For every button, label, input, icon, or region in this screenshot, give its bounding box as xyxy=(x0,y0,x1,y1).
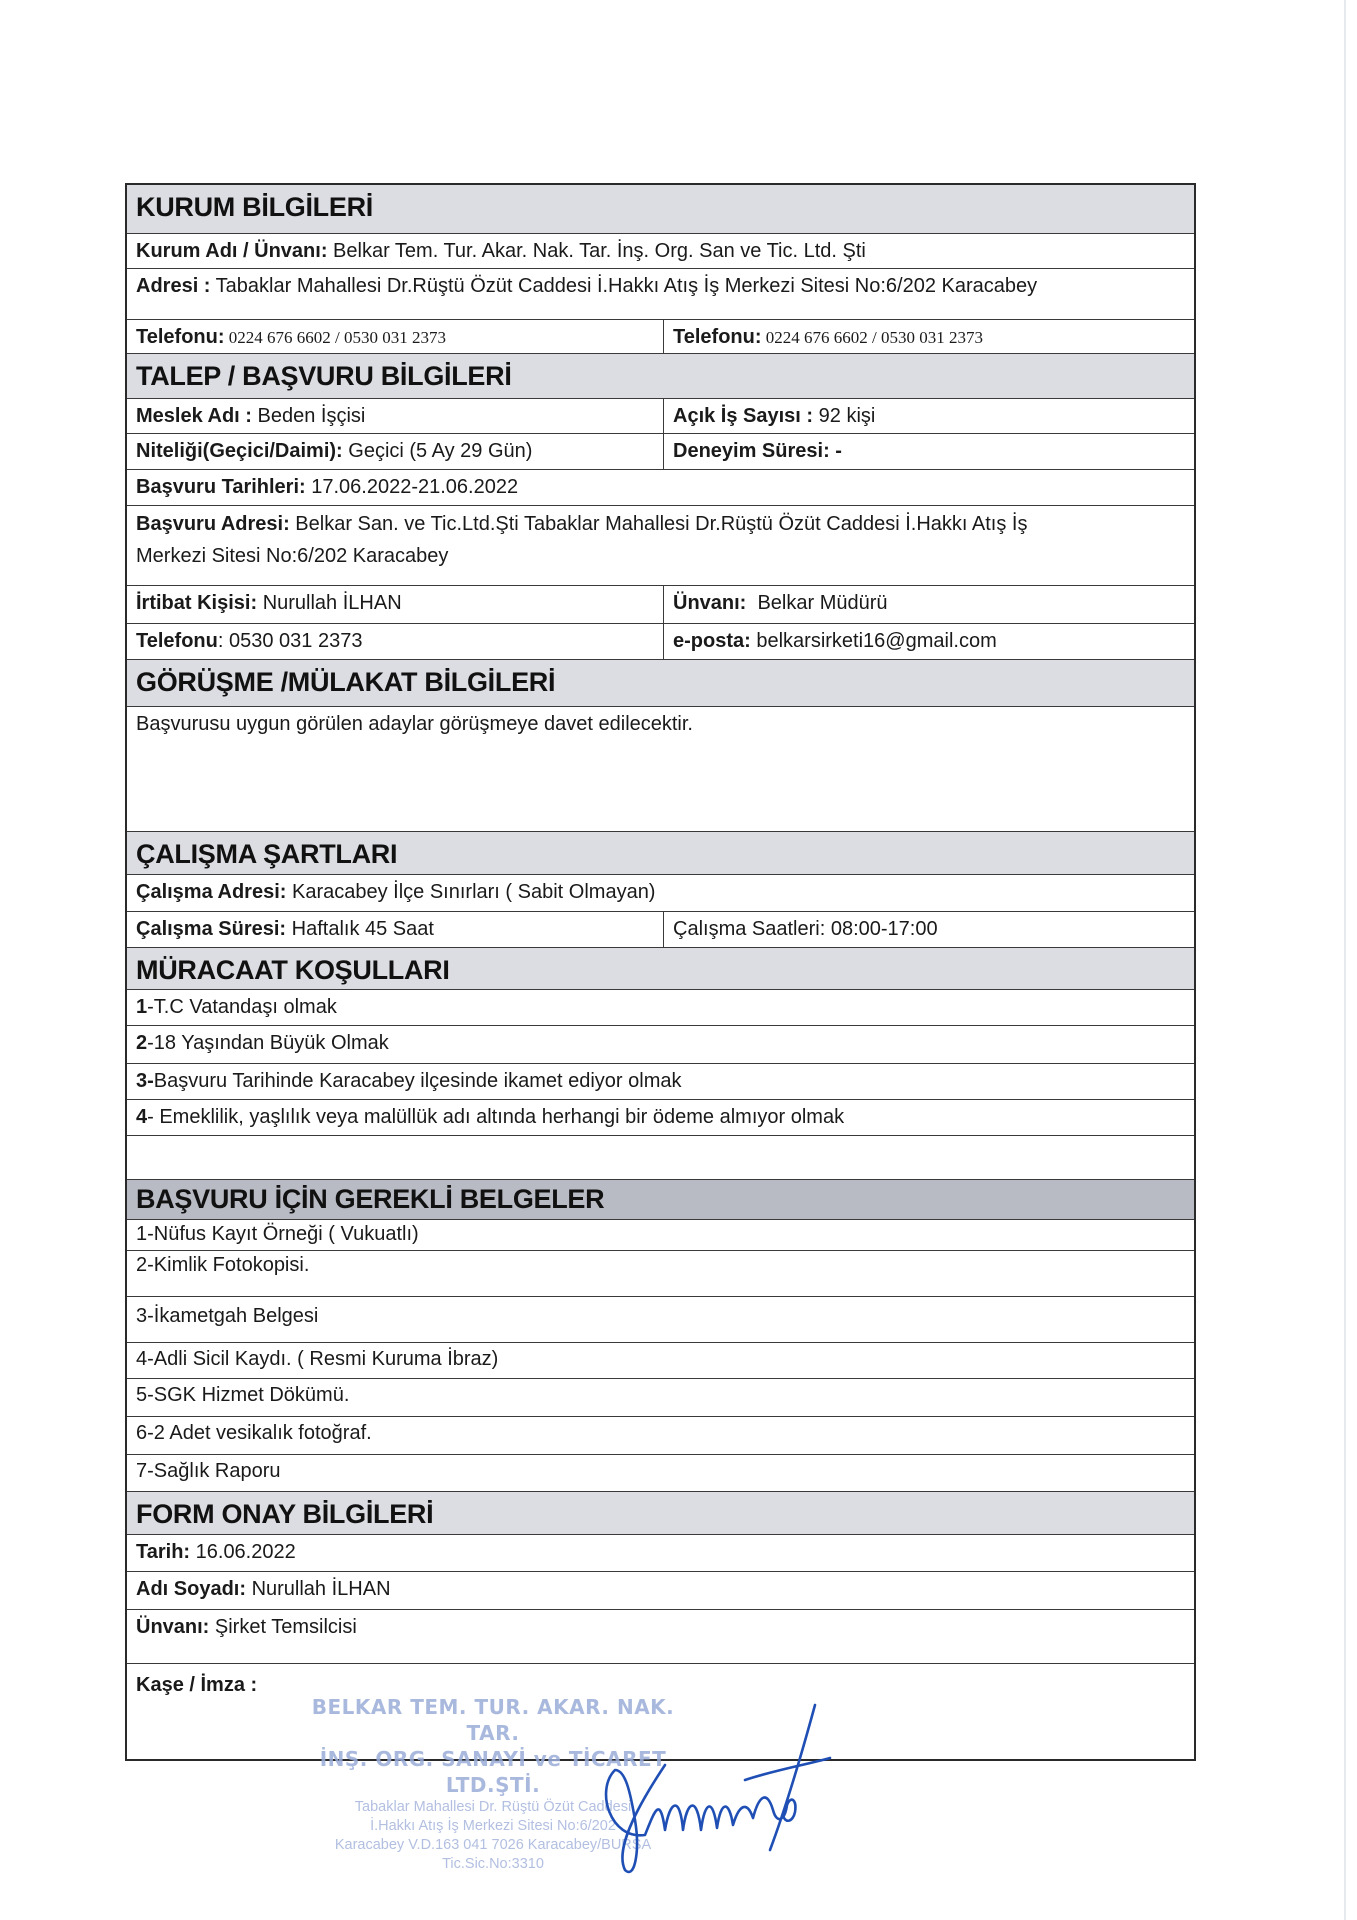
field-label: Tarih: xyxy=(136,1541,191,1563)
field-value: 0224 676 6602 / 0530 031 2373 xyxy=(761,328,983,347)
stamp-line: Tic.Sic.No:3310 xyxy=(442,1856,544,1872)
field-label: Telefonu: xyxy=(136,326,225,348)
section-title: BAŞVURU İÇİN GEREKLİ BELGELER xyxy=(136,1184,605,1214)
row-basvuru-adresi xyxy=(127,506,1194,586)
belge-text: 3-İkametgah Belgesi xyxy=(136,1305,319,1327)
signature-stroke xyxy=(606,1705,830,1872)
list-item-kosul xyxy=(127,1064,1194,1100)
field-label: Meslek Adı : xyxy=(136,405,252,427)
field-label: Başvuru Tarihleri: xyxy=(136,476,306,498)
calisma-saatleri: Çalışma Saatleri: 08:00-17:00 xyxy=(673,918,938,940)
row-meslek xyxy=(127,399,1194,434)
field-label: Kaşe / İmza : xyxy=(136,1674,258,1696)
section-header-onay xyxy=(127,1492,1194,1535)
section-title: GÖRÜŞME /MÜLAKAT BİLGİLERİ xyxy=(136,667,556,697)
belge-text: 5-SGK Hizmet Dökümü. xyxy=(136,1384,350,1406)
row-irtibat xyxy=(127,586,1194,624)
section-header-belgeler xyxy=(127,1180,1194,1220)
belge-text: 7-Sağlık Raporu xyxy=(136,1460,281,1482)
stamp-line: İNŞ. ORG. SANAYİ ve TİCARET LTD.ŞTİ. xyxy=(319,1747,667,1797)
field-label: İrtibat Kişisi: xyxy=(136,592,258,614)
list-item-belge xyxy=(127,1297,1194,1343)
row-kurum-adi xyxy=(127,234,1194,269)
row-telefon xyxy=(127,320,1194,354)
row-empty xyxy=(127,1136,1194,1180)
item-text: Başvuru Tarihinde Karacabey ilçesinde ikamet ediyor olmak xyxy=(153,1070,682,1092)
stamp-line: BELKAR TEM. TUR. AKAR. NAK. TAR. xyxy=(311,1695,675,1745)
field-value: 16.06.2022 xyxy=(190,1541,296,1563)
item-number: 4 xyxy=(136,1106,148,1128)
list-item-belge xyxy=(127,1417,1194,1455)
scan-page-edge xyxy=(1344,0,1346,1920)
list-item-belge xyxy=(127,1343,1194,1379)
field-value: Nurullah İLHAN xyxy=(257,592,402,614)
belge-text: 1-Nüfus Kayıt Örneği ( Vukuatlı) xyxy=(136,1223,419,1245)
field-value: : 0530 031 2373 xyxy=(217,630,363,652)
field-value: 17.06.2022-21.06.2022 xyxy=(305,476,519,498)
row-unvan xyxy=(127,1610,1194,1664)
row-calisma-suresi xyxy=(127,912,1194,948)
field-label: Çalışma Adresi: xyxy=(136,881,287,903)
section-title: TALEP / BAŞVURU BİLGİLERİ xyxy=(136,361,512,391)
row-gorusme-text xyxy=(127,707,1194,832)
list-item-kosul xyxy=(127,1026,1194,1064)
section-title: KURUM BİLGİLERİ xyxy=(136,192,373,222)
row-iletisim xyxy=(127,624,1194,660)
field-label: Telefonu: xyxy=(673,326,762,348)
field-label: Telefonu xyxy=(136,630,218,652)
field-label: Kurum Adı / Ünvanı: xyxy=(136,240,328,262)
stamp-line: İ.Hakkı Atış İş Merkezi Sitesi No:6/202 xyxy=(370,1818,616,1834)
section-title: ÇALIŞMA ŞARTLARI xyxy=(136,839,398,869)
field-value: Belkar San. ve Tic.Ltd.Şti Tabaklar Mahallesi Dr.Rüştü Özüt Caddesi İ.Hakkı Atış İş Merkezi Sitesi No:6/202 Karacabey xyxy=(136,513,1028,567)
field-label: e-posta: xyxy=(673,630,751,652)
field-value: Belkar Müdürü xyxy=(746,592,888,614)
item-text: -18 Yaşından Büyük Olmak xyxy=(147,1032,389,1054)
stamp-line: Karacabey V.D.163 041 7026 Karacabey/BURSA xyxy=(334,1837,652,1853)
item-number: 2 xyxy=(136,1032,148,1054)
belge-text: 6-2 Adet vesikalık fotoğraf. xyxy=(136,1422,372,1444)
field-label: Adresi : xyxy=(136,275,211,297)
field-value: Geçici (5 Ay 29 Gün) xyxy=(342,440,533,462)
field-value: 0224 676 6602 / 0530 031 2373 xyxy=(224,328,446,347)
field-value: Nurullah İLHAN xyxy=(246,1578,391,1600)
field-label: Adı Soyadı: xyxy=(136,1578,247,1600)
belge-text: 4-Adli Sicil Kaydı. ( Resmi Kuruma İbraz) xyxy=(136,1348,499,1370)
row-calisma-adresi xyxy=(127,875,1194,912)
belge-text: 2-Kimlik Fotokopisi. xyxy=(136,1254,310,1276)
row-tarih xyxy=(127,1535,1194,1572)
gorusme-text: Başvurusu uygun görülen adaylar görüşmeye davet edilecektir. xyxy=(136,713,693,735)
section-title: FORM ONAY BİLGİLERİ xyxy=(136,1499,434,1529)
field-label: Çalışma Süresi: xyxy=(136,918,287,940)
signature-icon xyxy=(515,1700,845,1880)
list-item-belge xyxy=(127,1379,1194,1417)
section-header-gorusme xyxy=(127,660,1194,707)
row-niteligi xyxy=(127,434,1194,470)
list-item-belge xyxy=(127,1455,1194,1492)
section-header-muracaat xyxy=(127,948,1194,990)
list-item-kosul xyxy=(127,990,1194,1026)
item-text: -T.C Vatandaşı olmak xyxy=(147,996,337,1018)
field-label: Ünvanı: xyxy=(673,592,747,614)
section-header-calisma xyxy=(127,832,1194,875)
field-value: Tabaklar Mahallesi Dr.Rüştü Özüt Caddesi İ.Hakkı Atış İş Merkezi Sitesi No:6/202 Karacabey xyxy=(210,275,1038,297)
field-value: Beden İşçisi xyxy=(251,405,366,427)
row-adres xyxy=(127,269,1194,320)
field-label: Ünvanı: xyxy=(136,1616,210,1638)
item-number: 1 xyxy=(136,996,148,1018)
list-item-kosul xyxy=(127,1100,1194,1136)
section-header-talep xyxy=(127,354,1194,399)
field-value: Belkar Tem. Tur. Akar. Nak. Tar. İnş. Org. San ve Tic. Ltd. Şti xyxy=(327,240,866,262)
field-label: Açık İş Sayısı : xyxy=(673,405,814,427)
item-number: 3- xyxy=(136,1070,154,1092)
list-item-belge xyxy=(127,1251,1194,1297)
email-value: belkarsirketi16@gmail.com xyxy=(750,630,997,652)
field-label: Niteliği(Geçici/Daimi): xyxy=(136,440,343,462)
job-posting-form xyxy=(125,183,1196,1761)
row-basvuru-tarihleri xyxy=(127,470,1194,506)
list-item-belge xyxy=(127,1220,1194,1251)
field-value: Haftalık 45 Saat xyxy=(286,918,434,940)
field-value: Karacabey İlçe Sınırları ( Sabit Olmayan) xyxy=(286,881,656,903)
section-header-kurum xyxy=(127,185,1194,234)
field-label: Deneyim Süresi: - xyxy=(673,440,842,462)
item-text: - Emeklilik, yaşlılık veya malüllük adı altında herhangi bir ödeme almıyor olmak xyxy=(147,1106,845,1128)
field-label: Başvuru Adresi: xyxy=(136,513,290,535)
stamp-line: Tabaklar Mahallesi Dr. Rüştü Özüt Caddesi xyxy=(354,1799,632,1815)
row-adi-soyadi xyxy=(127,1572,1194,1610)
field-value: 92 kişi xyxy=(813,405,876,427)
field-value: Şirket Temsilcisi xyxy=(209,1616,357,1638)
section-title: MÜRACAAT KOŞULLARI xyxy=(136,955,450,985)
